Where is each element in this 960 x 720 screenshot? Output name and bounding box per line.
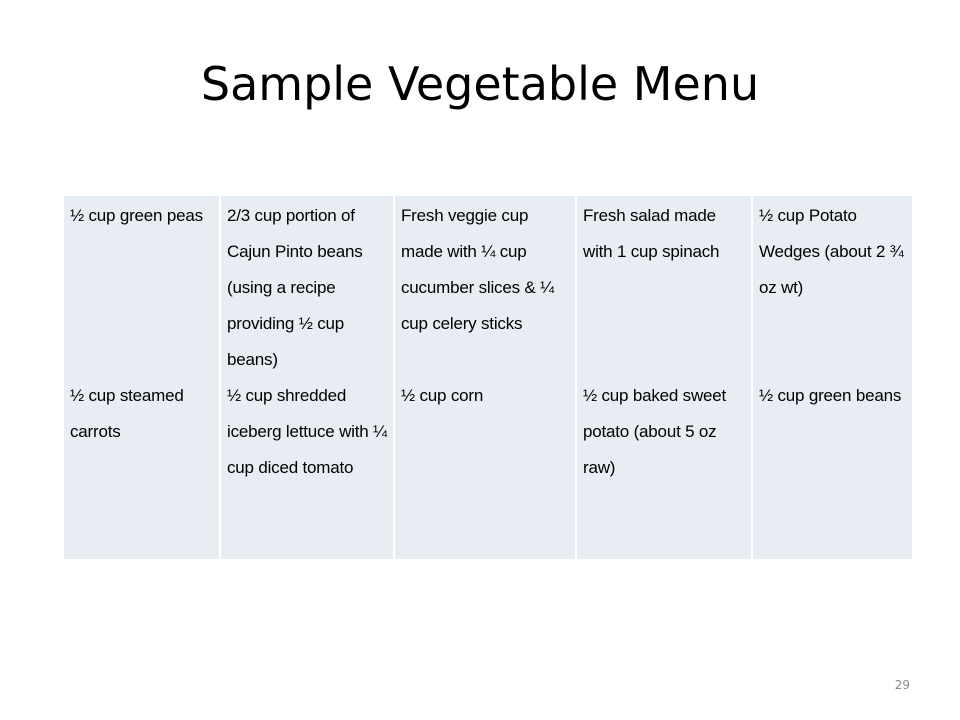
vegetable-menu-table	[64, 196, 912, 559]
menu-item: ½ cup green peas	[70, 206, 203, 225]
menu-item: ½ cup Potato Wedges (about 2 ¾ oz wt)	[759, 206, 904, 297]
menu-column-4	[576, 196, 752, 559]
menu-item: Fresh salad made with 1 cup spinach	[583, 206, 720, 261]
menu-column-5	[752, 196, 912, 559]
menu-item: ½ cup baked sweet potato (about 5 oz raw)	[583, 386, 727, 477]
page-number: 29	[894, 678, 910, 692]
menu-item: ½ cup green beans	[759, 386, 902, 405]
menu-item: ½ cup shredded iceberg lettuce with ¼ cup diced tomato	[227, 386, 388, 477]
menu-item: Fresh veggie cup made with ¼ cup cucumber slices & ¼ cup celery sticks	[401, 206, 555, 333]
menu-column-1	[64, 196, 220, 559]
slide-title: Sample Vegetable Menu	[200, 57, 760, 111]
menu-column-3	[394, 196, 576, 559]
menu-column-2	[220, 196, 394, 559]
menu-item: ½ cup steamed carrots	[70, 386, 184, 441]
menu-row	[64, 196, 912, 559]
menu-item: ½ cup corn	[401, 386, 484, 405]
menu-item: 2/3 cup portion of Cajun Pinto beans (using a recipe providing ½ cup beans)	[227, 206, 363, 369]
